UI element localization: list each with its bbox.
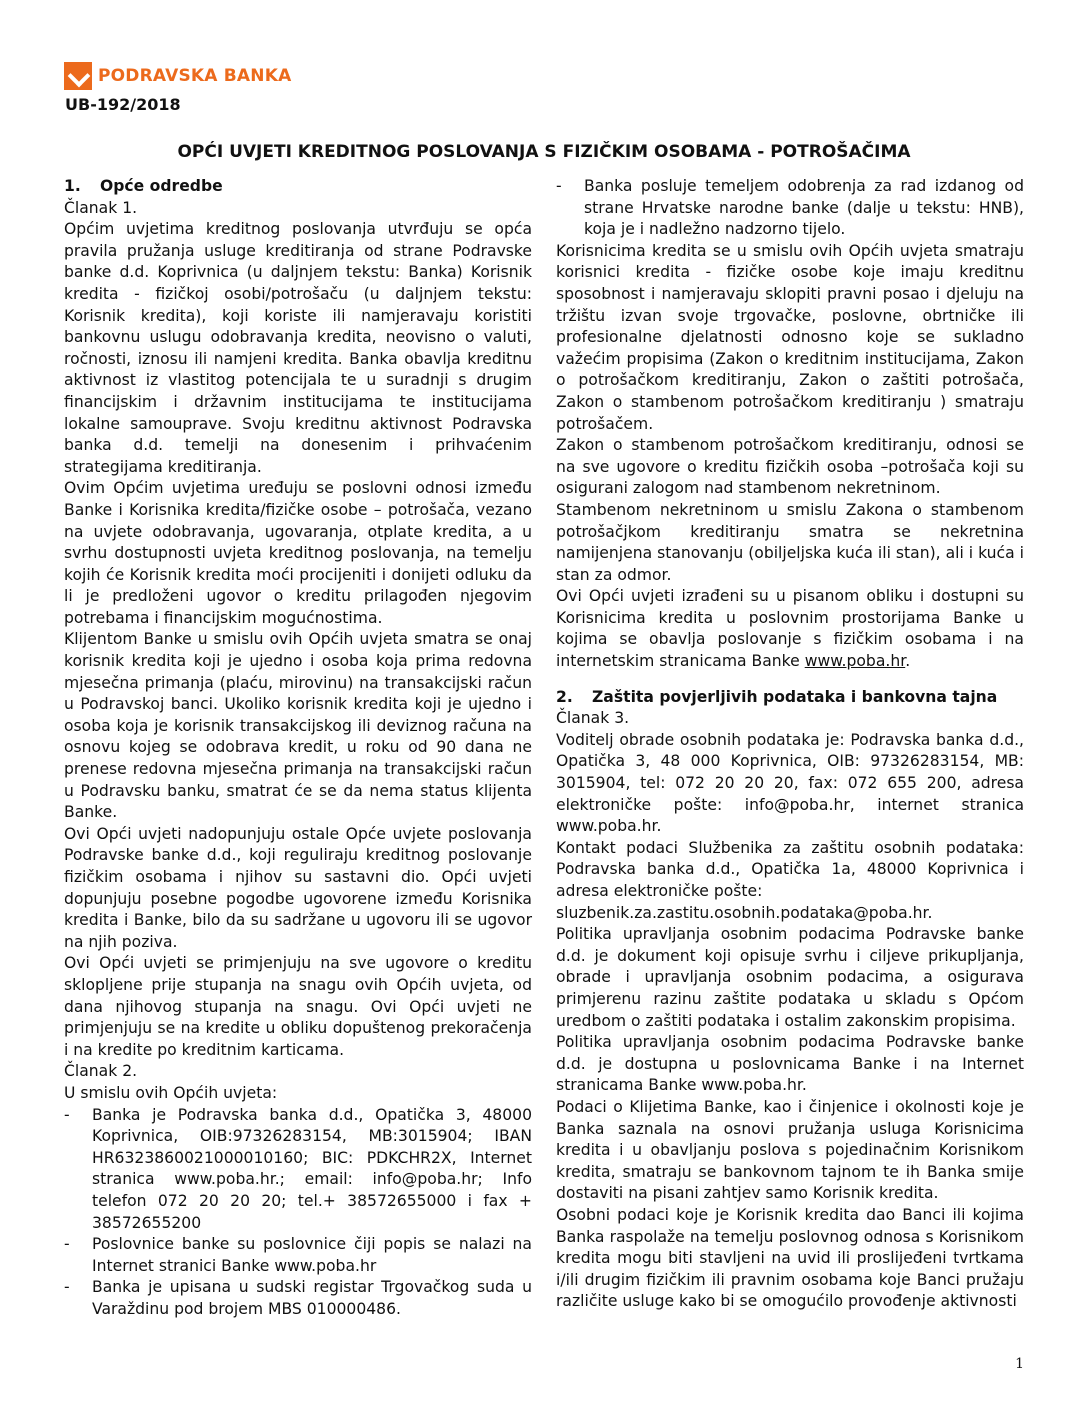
paragraph: Zakon o stambenom potrošačkom kreditiranju, odnosi se na sve ugovore o kreditu fizičkih osoba –potrošača koji su osigurani zalogom nad stambenom nekretninom.: [556, 436, 1024, 498]
definition-list: [64, 1105, 532, 1321]
article-heading-3: Članak 3.: [556, 709, 630, 728]
article-heading-2: Članak 2.: [64, 1062, 138, 1081]
paragraph: Klijentom Banke u smislu ovih Općih uvjeta smatra se onaj korisnik kredita koji je ujedno i osoba koja prima redovna mjesečna primanja (plaću, mirovinu) na transakcijski račun u Podravskoj banci. Ukoliko korisnik kredita koji je ujedno i osoba koja je korisnik transakcijskog ili deviznog računa na osnovu kojeg se odobrava kredit, u roku od 90 dana ne prenese redovna mjesečna primanja na transakcijski račun u Podravsku banku, smatrat će se da nema status klijenta Banke.: [64, 630, 532, 822]
definition-list-continued: [556, 176, 1024, 241]
paragraph: Općim uvjetima kreditnog poslovanja utvrđuju se opća pravila pružanja usluge kreditiranja od strane Podravske banke d.d. Koprivnica (u daljnjem tekstu: Banka) Korisnik kredita - fizičkoj osobi/potrošaču (u daljnjem tekstu: Korisnik kredita), koji koriste ili namjeravaju koristiti bankovnu uslugu odobravanja kredita, neovisno o valuti, ročnosti, iznosu ili namjeni kredita. Banka obavlja kreditnu aktivnost iz vlastitog potencijala te u suradnji s drugim financijskim i državnim institucijama te institucijama lokalne samouprave. Svoju kreditnu aktivnost Podravska banka d.d. temelji na donesenim i prihvaćenim strategijama kreditiranja.: [64, 220, 532, 476]
paragraph: Ovi Opći uvjeti se primjenjuju na sve ugovore o kreditu sklopljene prije stupanja na snagu ovih Općih uvjeta, od dana njihovog stupanja na snagu. Ovi Opći uvjeti ne primjenjuju se na kredite u obliku dopuštenog prekoračenja i na kredite po kreditnim karticama.: [64, 954, 532, 1059]
logo-text: PODRAVSKA BANKA: [98, 66, 292, 86]
section-number: 1.: [64, 177, 81, 195]
paragraph: Ovi Opći uvjeti nadopunjuju ostale Opće uvjete poslovanja Podravske banke d.d., koji reguliraju kreditnog poslovanje fizičkim osobama i njihov su sastavni dio. Opći uvjeti dopunjuju posebne pogodbe ugovorene između Korisnika kredita i Banke, bilo da su sadržane u ugovoru ili se ugovor na njih poziva.: [64, 824, 532, 951]
section-heading-1: [64, 176, 532, 198]
paragraph: Osobni podaci koje je Korisnik kredita dao Banci ili kojima Banka raspolaže na temelju poslovnog odnosa s Korisnikom kredita mogu biti stavljeni na uvid ili proslijeđeni tvrtkama i/ili drugim fizičkim ili pravnim osobama koje Banci pružaju različite usluge kako bi se omogućilo provođenje aktivnosti: [556, 1205, 1024, 1311]
spacer: [556, 673, 1024, 687]
section-title: Zaštita povjerljivih podataka i bankovna tajna: [592, 687, 998, 706]
list-item: - Banka je upisana u sudski registar Trgovačkog suda u Varaždinu pod brojem MBS 010000486.: [64, 1277, 532, 1320]
paragraph-text: Ovi Opći uvjeti izrađeni su u pisanom obliku i dostupni su Korisnicima kredita u poslovnim prostorijama Banke u kojima se obavlja poslovanje s fizičkim osobama i na internetskim stranicama Banke: [556, 587, 1024, 671]
paragraph: Voditelj obrade osobnih podataka je: Podravska banka d.d., Opatička 3, 48 000 Koprivnica, OIB: 97326283154, MB: 3015904, tel: 072 20 20 20, fax: 072 655 200, adresa elektroničke pošte: info@poba.hr, internet stranica www.poba.hr.: [556, 730, 1024, 836]
left-column: [64, 176, 532, 1320]
list-item: - Banka je Podravska banka d.d., Opatička 3, 48000 Koprivnica, OIB:97326283154, MB:3015904; IBAN HR6323860021000010160; BIC: PDKCHR2X, Internet stranica www.poba.hr.; email: info@poba.hr; Info telefon 072 20 20 20; tel.+ 38572655000 i fax + 38572655200: [64, 1105, 532, 1235]
right-column: [556, 176, 1024, 1313]
list-item: - Poslovnice banke su poslovnice čiji popis se nalazi na Internet stranici Banke www.poba.hr: [64, 1234, 532, 1277]
article-heading-1: Članak 1.: [64, 198, 138, 217]
list-item: - Banka posluje temeljem odobrenja za rad izdanog od strane Hrvatske narodne banke (dalje u tekstu: HNB), koja je i nadležno nadzorno tijelo.: [556, 176, 1024, 241]
paragraph: Ovim Općim uvjetima uređuju se poslovni odnosi između Banke i Korisnika kredita/fizičke osobe – potrošača, vezano na uvjete odobravanja, ugovaranja, otplate kredita, a u svrhu dostupnosti uvjeta kreditnog poslovanja, na temelju kojih će Korisnik kredita moći procijeniti i donijeti odluku da li je predloženi ugovor o kreditu prilagođen njegovim potrebama i financijskim mogućnostima.: [64, 479, 532, 627]
paragraph: Stambenom nekretninom u smislu Zakona o stambenom potrošačjkom kreditiranju smatra se nekretnina namijenjena stanovanju (obiljeljska kuća ili stan), ali i kuća i stan za odmor.: [556, 500, 1024, 584]
website-link[interactable]: www.poba.hr: [804, 652, 906, 671]
paragraph: Politika upravljanja osobnim podacima Podravske banke d.d. je dokument koji opisuje svrhu i ciljeve prikupljanja, obrade i upravljanja osobnim podacima, a osigurava primjerenu razinu zaštite podataka u skladu s Općom uredbom o zaštiti podataka i ostalim zakonskim propisima.: [556, 925, 1024, 1030]
paragraph: Korisnicima kredita se u smislu ovih Općih uvjeta smatraju korisnici kredita - fizičke osobe koje imaju kreditnu sposobnost i namjeravaju sklopiti pravni posao i djeluju na tržištu izvan svoje trgovačke, poslovne, obrtničke ili profesionalne djelatnosti odnosno koje se sukladno važećim propisima (Zakon o kreditnim institucijama, Zakon o potrošačkom kreditiranju, Zakon o zaštiti potrošača, Zakon o stambenom potrošačkom kreditiranju ) smatraju potrošačem.: [556, 241, 1024, 433]
document-title: OPĆI UVJETI KREDITNOG POSLOVANJA S FIZIČKIM OSOBAMA - POTROŠAČIMA: [177, 142, 911, 162]
bank-logo: [64, 62, 291, 90]
podravska-logo-icon: [64, 62, 92, 90]
page-number: 1: [1015, 1356, 1024, 1372]
section-number: 2.: [556, 687, 573, 706]
document-id: UB-192/2018: [65, 95, 181, 114]
paragraph: sluzbenik.za.zastitu.osobnih.podataka@poba.hr.: [556, 903, 933, 922]
paragraph: [556, 586, 1024, 672]
paragraph-end: .: [905, 652, 911, 671]
paragraph: Politika upravljanja osobnim podacima Podravske banke d.d. je dostupna u poslovnicama Banke i na Internet stranicama Banke www.poba.hr.: [556, 1033, 1024, 1095]
section-title: Opće odredbe: [100, 177, 223, 195]
section-heading-2: [556, 687, 1024, 709]
paragraph: Kontakt podaci Službenika za zaštitu osobnih podataka: Podravska banka d.d., Opatička 1a, 48000 Koprivnica i adresa elektroničke pošte:: [556, 838, 1024, 900]
paragraph: Podaci o Klijetima Banke, kao i činjenice i okolnosti koje je Banka saznala na osnovi pružanja usluga Korisnicima kredita i u obavljanju poslova s pojedinačnim Korisnikom kredita, smatraju se bankovnom tajnom te ih Banka smije dostaviti na pisani zahtjev samo Korisnik kredita.: [556, 1097, 1024, 1203]
paragraph: U smislu ovih Općih uvjeta:: [64, 1083, 278, 1102]
